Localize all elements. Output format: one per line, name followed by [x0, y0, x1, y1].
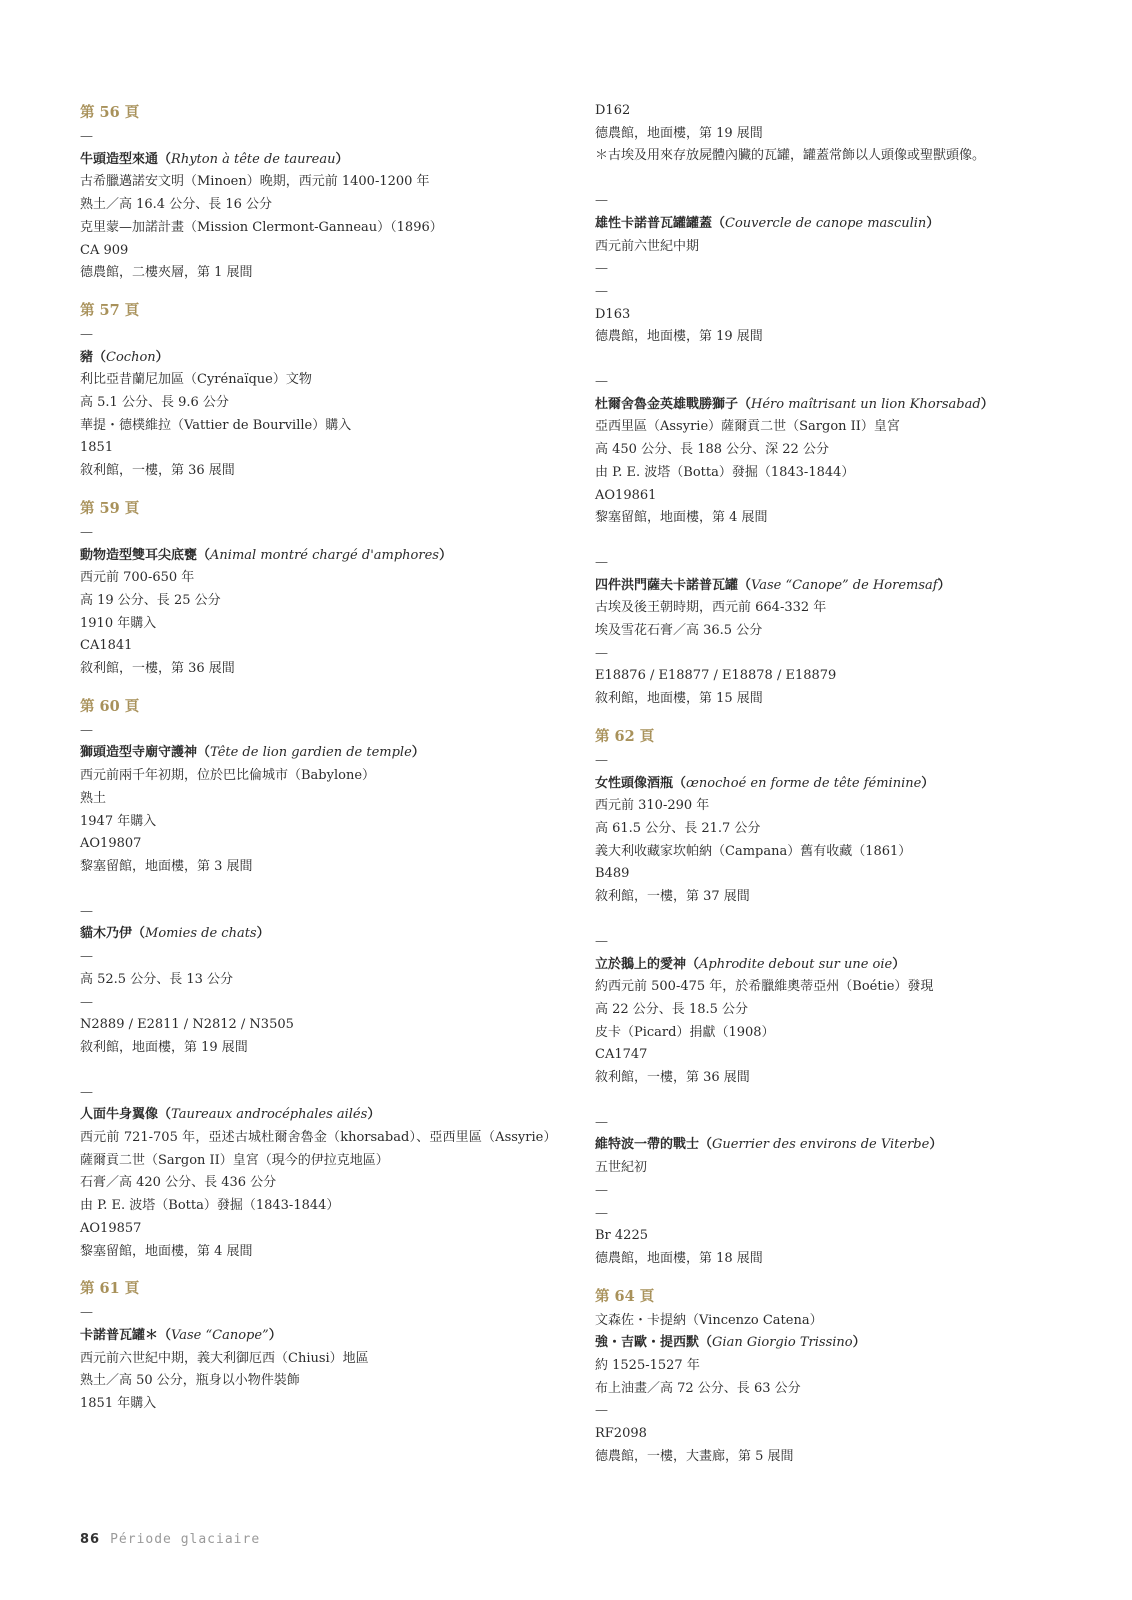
right-column	[595, 100, 1065, 1469]
detail-line: 西元前六世紀中期，義大利御厄西（Chiusi）地區	[80, 1350, 369, 1366]
divider: —	[80, 722, 93, 738]
detail-line: 熟土／高 50 公分，瓶身以小物件裝飾	[80, 1373, 300, 1389]
artwork-title: 立於鵝上的愛神（Aphrodite debout sur une oie）	[595, 956, 906, 972]
divider: —	[80, 949, 93, 965]
detail-line: 埃及雪花石膏／高 36.5 公分	[595, 623, 763, 639]
divider: —	[595, 752, 608, 768]
detail-line: 皮卡（Picard）捐獻（1908）	[595, 1024, 775, 1040]
artwork-title: 豬（Cochon）	[80, 349, 169, 365]
artwork-title: 雄性卡諾普瓦罐罐蓋（Couvercle de canope masculin）	[595, 215, 940, 231]
artwork-title: 獅頭造型寺廟守護神（Tête de lion gardien de temple）	[80, 745, 425, 761]
divider: —	[595, 554, 608, 570]
detail-line: 克里蒙—加諾計畫（Mission Clermont-Ganneau）（1896）	[80, 219, 443, 235]
divider: —	[595, 645, 608, 661]
detail-line: 1910 年購入	[80, 615, 157, 631]
page-number: 86	[80, 1532, 101, 1547]
detail-line: 西元前 310-290 年	[595, 798, 710, 814]
running-title: Période glaciaire	[110, 1532, 261, 1547]
divider: —	[595, 1205, 608, 1221]
inventory-number: CA1841	[80, 638, 133, 654]
detail-line: 1851	[80, 440, 114, 456]
inventory-number: CA1747	[595, 1047, 648, 1063]
detail-line: 高 450 公分、長 188 公分、深 22 公分	[595, 442, 829, 458]
page-heading: 第 59 頁	[80, 499, 140, 517]
location-line: 德農館，二樓夾層，第 1 展間	[80, 265, 253, 281]
divider: —	[595, 1403, 608, 1419]
detail-paragraph: 西元前 721-705 年，亞述古城杜爾舍魯金（khorsabad）、亞西里區（Assyrie）薩爾貢二世（Sargon II）皇宮（現今的伊拉克地區）	[80, 1130, 550, 1168]
location-line: 黎塞留館，地面樓，第 4 展間	[80, 1243, 253, 1259]
detail-line: 西元前兩千年初期，位於巴比倫城市（Babylone）	[80, 768, 376, 784]
detail-line: 五世紀初	[595, 1160, 648, 1176]
location-line: 德農館，地面樓，第 19 展間	[595, 329, 763, 345]
detail-line: 華提・德樸維拉（Vattier de Bourville）購入	[80, 417, 352, 433]
location-line: 德農館，一樓，大畫廊，第 5 展間	[595, 1448, 794, 1464]
location-line: 黎塞留館，地面樓，第 4 展間	[595, 510, 768, 526]
artwork-title: 女性頭像酒瓶（œnochoé en forme de tête féminine）	[595, 775, 935, 791]
divider: —	[595, 1114, 608, 1130]
artwork-title: 維特波一帶的戰士（Guerrier des environs de Viterbe）	[595, 1137, 943, 1153]
detail-line: 亞西里區（Assyrie）薩爾貢二世（Sargon II）皇宮	[595, 419, 900, 435]
location-line: 敘利館，地面樓，第 15 展間	[595, 691, 763, 707]
detail-line: 高 22 公分、長 18.5 公分	[595, 1001, 749, 1017]
artwork-title: 人面牛身翼像（Taureaux androcéphales ailés）	[80, 1107, 381, 1123]
page-footer	[80, 1532, 260, 1547]
divider: —	[595, 283, 608, 299]
divider: —	[595, 933, 608, 949]
detail-line: 石膏／高 420 公分、長 436 公分	[80, 1175, 277, 1191]
divider: —	[80, 903, 93, 919]
page-heading: 第 57 頁	[80, 301, 140, 319]
divider: —	[595, 1182, 608, 1198]
location-line: 敘利館，一樓，第 36 展間	[80, 463, 235, 479]
detail-line: 高 19 公分、長 25 公分	[80, 592, 221, 608]
detail-line: 由 P. E. 波塔（Botta）發掘（1843-1844）	[595, 464, 855, 480]
page-heading: 第 64 頁	[595, 1287, 655, 1305]
inventory-number: Br 4225	[595, 1228, 648, 1244]
detail-line: 義大利收藏家坎帕納（Campana）舊有收藏（1861）	[595, 843, 912, 859]
detail-line: 約西元前 500-475 年，於希臘維奧蒂亞州（Boétie）發現	[595, 979, 934, 995]
inventory-number: D163	[595, 306, 631, 322]
divider: —	[80, 1305, 93, 1321]
artwork-title: 四件洪門薩夫卡諾普瓦罐（Vase “Canope” de Horemsaf）	[595, 577, 951, 593]
artwork-title: 牛頭造型來通（Rhyton à tête de taureau）	[80, 151, 349, 167]
page-heading: 第 60 頁	[80, 697, 140, 715]
divider: —	[595, 261, 608, 277]
divider: —	[80, 326, 93, 342]
artwork-title: 動物造型雙耳尖底甕（Animal montré chargé d'amphores）	[80, 547, 452, 563]
artwork-title: 杜爾舍魯金英雄戰勝獅子（Héro maîtrisant un lion Khorsabad）	[595, 396, 994, 412]
divider: —	[80, 1084, 93, 1100]
detail-line: 1851 年購入	[80, 1396, 157, 1412]
location-line: 敘利館，地面樓，第 19 展間	[80, 1039, 248, 1055]
divider: —	[80, 994, 93, 1010]
detail-line: 西元前六世紀中期	[595, 238, 700, 254]
detail-line: 西元前 700-650 年	[80, 570, 195, 586]
location-line: 德農館，地面樓，第 18 展間	[595, 1250, 763, 1266]
detail-line: 熟土／高 16.4 公分、長 16 公分	[80, 197, 273, 213]
detail-line: 古希臘邁諾安文明（Minoen）晚期，西元前 1400-1200 年	[80, 174, 430, 190]
location-line: 敘利館，一樓，第 36 展間	[80, 661, 235, 677]
detail-line: 1947 年購入	[80, 813, 157, 829]
footnote: ＊古埃及用來存放屍體內臟的瓦罐，罐蓋常飾以人頭像或聖獸頭像。	[595, 148, 986, 164]
page-heading: 第 61 頁	[80, 1280, 140, 1298]
artwork-title: 強・吉歐・提西默（Gian Giorgio Trissino）	[595, 1335, 866, 1351]
page-heading: 第 62 頁	[595, 727, 655, 745]
artist-line: 文森佐・卡提納（Vincenzo Catena）	[595, 1312, 823, 1328]
inventory-number: AO19807	[80, 836, 142, 852]
divider: —	[80, 524, 93, 540]
detail-line: 約 1525-1527 年	[595, 1358, 700, 1374]
detail-line: 利比亞昔蘭尼加區（Cyrénaïque）文物	[80, 372, 312, 388]
inventory-number: AO19861	[595, 487, 657, 503]
detail-line: 高 52.5 公分、長 13 公分	[80, 971, 234, 987]
location-line: 德農館，地面樓，第 19 展間	[595, 125, 763, 141]
artwork-title: 卡諾普瓦罐＊（Vase “Canope”）	[80, 1327, 282, 1343]
left-column	[80, 100, 550, 1416]
inventory-number: N2889 / E2811 / N2812 / N3505	[80, 1017, 294, 1033]
detail-line: 古埃及後王朝時期，西元前 664-332 年	[595, 600, 827, 616]
inventory-number: CA 909	[80, 242, 129, 258]
page-heading: 第 56 頁	[80, 104, 140, 121]
inventory-number: AO19857	[80, 1220, 142, 1236]
divider: —	[595, 193, 608, 209]
inventory-number: E18876 / E18877 / E18878 / E18879	[595, 668, 837, 684]
inventory-number: B489	[595, 866, 630, 882]
inventory-number: RF2098	[595, 1426, 647, 1442]
detail-line: 熟土	[80, 790, 107, 806]
divider: —	[80, 129, 93, 144]
detail-line: 布上油畫／高 72 公分、長 63 公分	[595, 1380, 801, 1396]
location-line: 黎塞留館，地面樓，第 3 展間	[80, 858, 253, 874]
divider: —	[595, 374, 608, 390]
location-line: 敘利館，一樓，第 36 展間	[595, 1070, 750, 1086]
artwork-title: 貓木乃伊（Momies de chats）	[80, 926, 270, 942]
detail-line: 由 P. E. 波塔（Botta）發掘（1843-1844）	[80, 1198, 340, 1214]
detail-line: 高 61.5 公分、長 21.7 公分	[595, 820, 761, 836]
location-line: 敘利館，一樓，第 37 展間	[595, 889, 750, 905]
inventory-number: D162	[595, 103, 631, 118]
detail-line: 高 5.1 公分、長 9.6 公分	[80, 395, 229, 411]
